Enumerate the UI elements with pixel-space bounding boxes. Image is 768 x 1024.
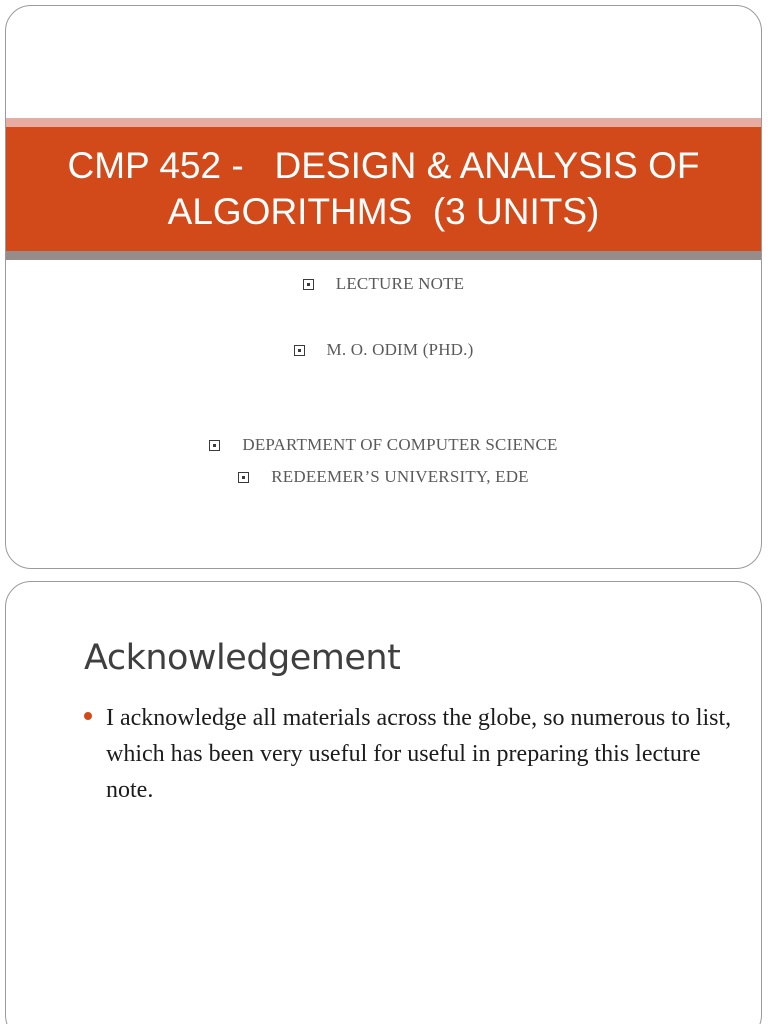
title-band-bottom-stripe bbox=[6, 251, 761, 260]
bullet-author bbox=[6, 340, 761, 360]
bullet-text: REDEEMER’S UNIVERSITY, EDE bbox=[271, 467, 529, 486]
title-band-top-stripe bbox=[6, 118, 761, 127]
acknowledgement-slide bbox=[5, 581, 762, 1024]
slide-heading: Acknowledgement bbox=[84, 638, 401, 678]
bullet-item bbox=[84, 700, 734, 808]
title-band bbox=[6, 127, 761, 251]
bullet-text: M. O. ODIM (PHD.) bbox=[326, 340, 474, 359]
checkbox-bullet-icon bbox=[303, 279, 314, 290]
bullet-university bbox=[6, 467, 761, 487]
slide-title: CMP 452 - DESIGN & ANALYSIS OF ALGORITHMS (3 UNITS) bbox=[67, 145, 700, 232]
bullet-department bbox=[6, 435, 761, 455]
bullet-lecture-note bbox=[6, 274, 761, 294]
checkbox-bullet-icon bbox=[209, 440, 220, 451]
bullet-text: DEPARTMENT OF COMPUTER SCIENCE bbox=[242, 435, 558, 454]
bullet-text: I acknowledge all materials across the globe, so numerous to list, which has been very useful for useful in preparing this lecture note. bbox=[106, 705, 732, 803]
bullet-text: LECTURE NOTE bbox=[335, 274, 465, 293]
round-bullet-icon bbox=[84, 712, 92, 720]
checkbox-bullet-icon bbox=[238, 472, 249, 483]
title-slide bbox=[5, 5, 762, 569]
checkbox-bullet-icon bbox=[294, 345, 305, 356]
